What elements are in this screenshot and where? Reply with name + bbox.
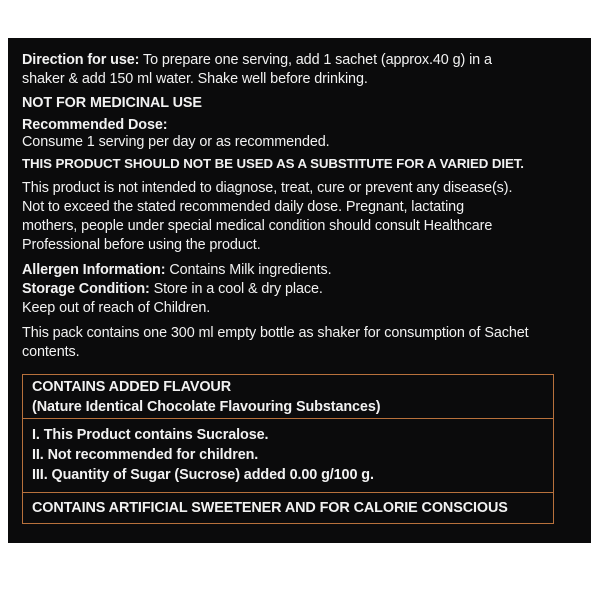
direction-line-1 [22, 51, 492, 69]
storage-line [22, 280, 323, 298]
flavour-item-3: III. Quantity of Sugar (Sucrose) added 0.00 g/100 g. [32, 467, 374, 483]
allergen-label: Allergen Information: [22, 262, 166, 278]
flavour-box-divider-1 [22, 418, 554, 419]
allergen-text: Contains Milk ingredients. [165, 262, 332, 278]
flavour-item-2: II. Not recommended for children. [32, 447, 259, 463]
disclaimer-line-2: Not to exceed the stated recommended daily dose. Pregnant, lactating [22, 199, 464, 215]
storage-text: Store in a cool & dry place. [149, 281, 323, 297]
direction-text-1: To prepare one serving, add 1 sachet (approx.40 g) in a [139, 52, 492, 68]
allergen-line [22, 261, 332, 279]
direction-label: Direction for use: [22, 52, 140, 68]
keep-out-text: Keep out of reach of Children. [22, 300, 211, 316]
storage-label: Storage Condition: [22, 281, 150, 297]
disclaimer-line-1: This product is not intended to diagnose, treat, cure or prevent any disease(s). [22, 180, 513, 196]
pack-line-2: contents. [22, 344, 80, 360]
flavour-box-title: CONTAINS ADDED FLAVOUR [32, 379, 231, 395]
pack-line-1: This pack contains one 300 ml empty bottle as shaker for consumption of Sachet [22, 325, 529, 341]
disclaimer-line-3: mothers, people under special medical condition should consult Healthcare [22, 218, 493, 234]
label-panel [8, 38, 591, 543]
dose-text: Consume 1 serving per day or as recommended. [22, 134, 330, 150]
flavour-box-footer: CONTAINS ARTIFICIAL SWEETENER AND FOR CALORIE CONSCIOUS [32, 500, 508, 516]
flavour-box-subtitle: (Nature Identical Chocolate Flavouring Substances) [32, 399, 381, 415]
flavour-item-1: I. This Product contains Sucralose. [32, 427, 269, 443]
direction-line-2: shaker & add 150 ml water. Shake well before drinking. [22, 71, 368, 87]
disclaimer-line-4: Professional before using the product. [22, 237, 261, 253]
substitute-warning: THIS PRODUCT SHOULD NOT BE USED AS A SUBSTITUTE FOR A VARIED DIET. [22, 156, 524, 171]
dose-label: Recommended Dose: [22, 117, 168, 133]
flavour-box-divider-2 [22, 492, 554, 493]
not-medicinal-heading: NOT FOR MEDICINAL USE [22, 95, 202, 111]
